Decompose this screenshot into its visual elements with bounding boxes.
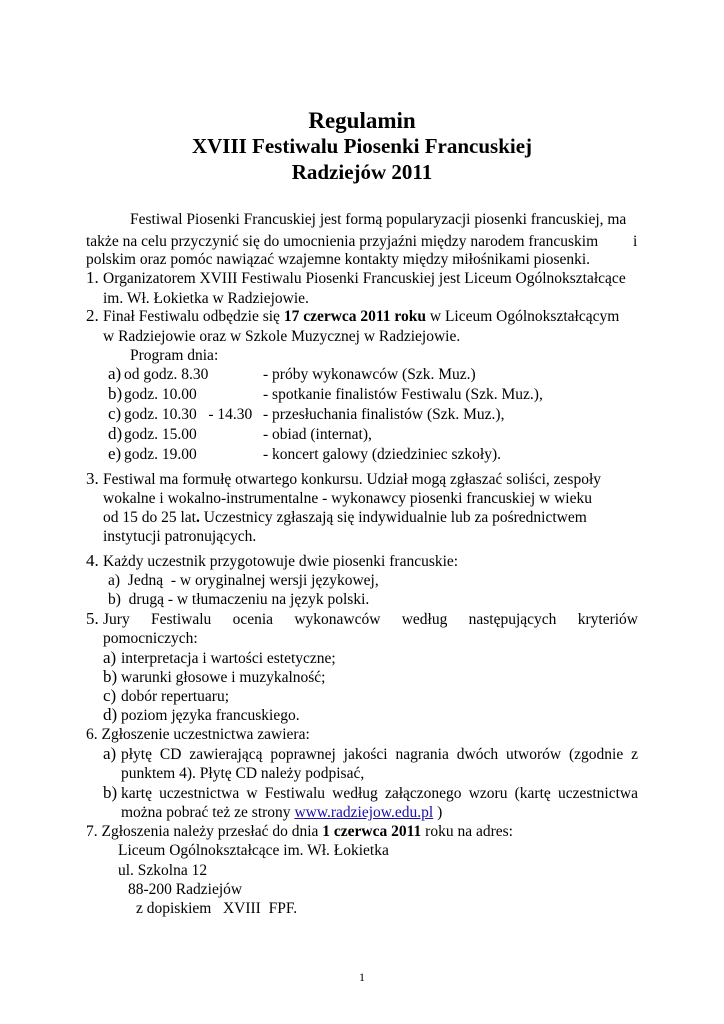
address-line-1: Liceum Ogólnokształcące im. Wł. Łokietka (118, 842, 389, 859)
point-6-item-b-line-1: kartę uczestnictwa w Festiwalu według załączonego wzoru (kartę uczestnictwa (121, 785, 638, 802)
point-6-item-a-line-1: płytę CD zawierającą poprawnej jakości nagrania dwóch utworów (zgodnie z (121, 746, 638, 763)
address-line-2: ul. Szkolna 12 (118, 862, 208, 879)
point-2-line-1: Finał Festiwalu odbędzie się 17 czerwca 2011 roku w Liceum Ogólnokształcącym (103, 308, 620, 325)
point-5-line-2: pomocniczych: (103, 630, 198, 647)
program-item-desc: - próby wykonawców (Szk. Muz.) (263, 366, 476, 383)
program-item-time: godz. 10.30 - 14.30 (124, 406, 253, 423)
program-heading: Program dnia: (130, 347, 219, 364)
intro-line-1: Festiwal Piosenki Francuskiej jest formą popularyzacji piosenki francuskiej, ma (130, 211, 627, 228)
point-6-item-a-letter: a) (103, 744, 117, 763)
intro-line-3: polskim oraz pomóc nawiązać wzajemne kontakty między miłośnikami piosenki. (86, 251, 591, 268)
point-4-item-b: b) drugą - w tłumaczeniu na język polski. (108, 591, 370, 608)
document-subtitle: XVIII Festiwalu Piosenki Francuskiej (191, 134, 533, 158)
point-1-number: 1. (86, 268, 99, 287)
point-1-line-2: im. Wł. Łokietka w Radziejowie. (103, 290, 309, 307)
point-7-line-1: 7. Zgłoszenia należy przesłać do dnia 1 czerwca 2011 roku na adres: (86, 823, 513, 840)
final-date: 17 czerwca 2011 roku (283, 308, 427, 325)
program-item-time: od godz. 8.30 (124, 366, 209, 383)
point-2-line-2: w Radziejowie oraz w Szkole Muzycznej w Radziejowie. (103, 328, 461, 345)
point-3-number: 3. (86, 469, 99, 488)
program-item-letter: b) (108, 384, 123, 403)
intro-line-2: także na celu przyczynić się do umocnienia przyjaźni między narodem francuskim (86, 233, 599, 250)
point-5-line-1: Jury Festiwalu ocenia wykonawców według następujących kryteriów (103, 611, 638, 628)
program-item-desc: - spotkanie finalistów Festiwalu (Szk. Muz.), (263, 386, 543, 403)
point-3-line-4: instytucji patronujących. (103, 528, 257, 545)
point-5-number: 5. (86, 609, 99, 628)
address-line-3: 88-200 Radziejów (128, 881, 243, 898)
point-6-item-b-line-2: można pobrać też ze strony www.radziejow.edu.pl ) (121, 804, 443, 821)
website-link[interactable]: www.radziejow.edu.pl (294, 804, 434, 821)
program-item-time: godz. 15.00 (124, 426, 197, 443)
intro-line-2-end: i (633, 233, 638, 250)
program-item-time: godz. 19.00 (124, 446, 197, 463)
program-item-letter: e) (108, 444, 122, 463)
criterion-letter: d) (103, 705, 118, 724)
criterion-letter: c) (103, 686, 117, 705)
program-item-letter: d) (108, 424, 123, 443)
program-item-desc: - koncert galowy (dziedziniec szkoły). (263, 446, 502, 463)
point-4-line-1: Każdy uczestnik przygotowuje dwie piosenki francuskie: (103, 553, 459, 570)
criterion-text: poziom języka francuskiego. (121, 707, 300, 724)
point-1-line-1: Organizatorem XVIII Festiwalu Piosenki Francuskiej jest Liceum Ogólnokształcące (103, 270, 626, 287)
page-number: 1 (359, 970, 365, 984)
criterion-letter: a) (103, 648, 117, 667)
deadline-date: 1 czerwca 2011 (322, 823, 422, 840)
point-3-line-3: od 15 do 25 lat. Uczestnicy zgłaszają się indywidualnie lub za pośrednictwem (103, 509, 587, 526)
address-line-4: z dopiskiem XVIII FPF. (136, 900, 298, 917)
program-item-desc: - przesłuchania finalistów (Szk. Muz.), (263, 406, 505, 423)
document-subtitle-year: Radziejów 2011 (291, 160, 433, 184)
document-title: Regulamin (308, 108, 416, 133)
point-2-number: 2. (86, 306, 99, 325)
point-6-item-a-line-2: punktem 4). Płytę CD należy podpisać, (121, 765, 365, 782)
point-3-line-2: wokalne i wokalno-instrumentalne - wykonawcy piosenki francuskiej w wieku (103, 490, 592, 507)
criterion-letter: b) (103, 667, 118, 686)
point-4-item-a: a) Jedną - w oryginalnej wersji językowej, (108, 572, 379, 589)
program-item-desc: - obiad (internat), (263, 426, 372, 443)
program-item-letter: a) (108, 364, 122, 383)
criterion-text: warunki głosowe i muzykalność; (121, 669, 326, 686)
criterion-text: interpretacja i wartości estetyczne; (121, 650, 336, 667)
program-item-time: godz. 10.00 (124, 386, 197, 403)
program-item-letter: c) (108, 404, 122, 423)
criterion-text: dobór repertuaru; (121, 688, 230, 705)
point-6-heading: 6. Zgłoszenie uczestnictwa zawiera: (86, 726, 310, 743)
point-6-item-b-letter: b) (103, 783, 118, 802)
point-4-number: 4. (86, 551, 99, 570)
point-3-line-1: Festiwal ma formułę otwartego konkursu. Udział mogą zgłaszać soliści, zespoły (103, 471, 602, 488)
